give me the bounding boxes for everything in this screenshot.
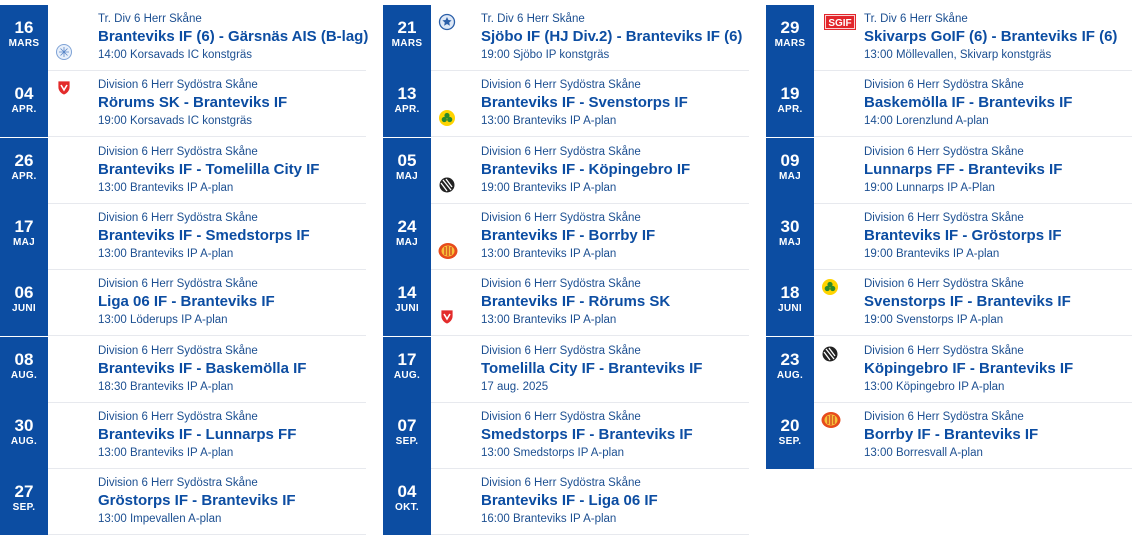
match-month: MAJ bbox=[12, 237, 35, 248]
match-card[interactable] bbox=[766, 270, 1132, 336]
match-league: Division 6 Herr Sydöstra Skåne bbox=[481, 278, 641, 290]
match-month: SEP. bbox=[12, 502, 36, 513]
match-date-box bbox=[383, 71, 431, 137]
match-card[interactable] bbox=[383, 469, 749, 535]
match-date-box bbox=[0, 270, 48, 336]
match-month: JUNI bbox=[12, 303, 36, 314]
match-date-box bbox=[0, 403, 48, 469]
match-date-box bbox=[383, 270, 431, 336]
match-day: 26 bbox=[14, 151, 34, 170]
match-card[interactable] bbox=[383, 204, 749, 270]
match-card[interactable] bbox=[383, 337, 749, 403]
match-info: 16:00 Branteviks IP A-plan bbox=[481, 513, 617, 525]
schedule-column bbox=[383, 0, 749, 540]
match-info: 13:00 Branteviks IP A-plan bbox=[481, 314, 617, 326]
match-month: AUG. bbox=[10, 370, 38, 381]
match-card[interactable] bbox=[766, 337, 1132, 403]
match-info: 13:00 Borresvall A-plan bbox=[864, 447, 983, 459]
match-day: 17 bbox=[397, 350, 417, 369]
match-day: 04 bbox=[397, 482, 417, 501]
match-info: 13:00 Löderups IP A-plan bbox=[98, 314, 228, 326]
match-date-box bbox=[383, 469, 431, 535]
match-league: Tr. Div 6 Herr Skåne bbox=[481, 13, 585, 25]
match-day: 04 bbox=[14, 84, 34, 103]
schedule-column bbox=[766, 0, 1132, 540]
match-month: MAJ bbox=[395, 237, 418, 248]
match-date-box bbox=[0, 5, 48, 71]
match-day: 08 bbox=[14, 350, 34, 369]
match-day: 13 bbox=[397, 84, 417, 103]
schedule-column bbox=[0, 0, 369, 540]
borrby-crest-icon bbox=[438, 242, 458, 260]
match-card[interactable] bbox=[383, 71, 749, 137]
match-day: 14 bbox=[397, 283, 417, 302]
match-day: 24 bbox=[397, 217, 417, 236]
match-month: APR. bbox=[777, 104, 803, 115]
match-league: Division 6 Herr Sydöstra Skåne bbox=[864, 345, 1024, 357]
match-title: Branteviks IF - Lunnarps FF bbox=[98, 426, 297, 443]
match-date-box bbox=[0, 469, 48, 535]
garsnas-crest-icon bbox=[55, 43, 73, 61]
match-league: Division 6 Herr Sydöstra Skåne bbox=[864, 278, 1024, 290]
match-date-box bbox=[766, 138, 814, 204]
match-date-box bbox=[0, 138, 48, 204]
match-card[interactable] bbox=[0, 138, 366, 204]
match-title: Branteviks IF (6) - Gärsnäs AIS (B-lag) bbox=[98, 28, 369, 45]
match-date-box bbox=[766, 337, 814, 403]
match-title: Köpingebro IF - Branteviks IF bbox=[864, 360, 1074, 377]
kopingebro-striped-icon bbox=[438, 176, 456, 194]
match-month: MAJ bbox=[395, 171, 418, 182]
match-info: 13:00 Möllevallen, Skivarp konstgräs bbox=[864, 49, 1052, 61]
match-date-box bbox=[383, 138, 431, 204]
match-card[interactable] bbox=[766, 138, 1132, 204]
kopingebro-striped-icon bbox=[821, 345, 839, 363]
match-card[interactable] bbox=[383, 403, 749, 469]
match-league: Division 6 Herr Sydöstra Skåne bbox=[864, 146, 1024, 158]
match-month: AUG. bbox=[776, 370, 804, 381]
match-month: AUG. bbox=[10, 436, 38, 447]
match-info: 13:00 Smedstorps IP A-plan bbox=[481, 447, 624, 459]
match-league: Division 6 Herr Sydöstra Skåne bbox=[98, 212, 258, 224]
match-day: 19 bbox=[780, 84, 800, 103]
match-league: Division 6 Herr Sydöstra Skåne bbox=[98, 477, 258, 489]
match-day: 29 bbox=[780, 18, 800, 37]
match-title: Tomelilla City IF - Branteviks IF bbox=[481, 360, 703, 377]
match-month: MAJ bbox=[778, 171, 801, 182]
match-card[interactable] bbox=[0, 337, 366, 403]
match-info: 14:00 Lorenzlund A-plan bbox=[864, 115, 989, 127]
match-day: 06 bbox=[14, 283, 34, 302]
match-league: Division 6 Herr Sydöstra Skåne bbox=[481, 411, 641, 423]
match-title: Sjöbo IF (HJ Div.2) - Branteviks IF (6) bbox=[481, 28, 743, 45]
match-month: MARS bbox=[8, 38, 40, 49]
borrby-crest-icon bbox=[821, 411, 841, 429]
match-day: 16 bbox=[14, 18, 34, 37]
match-info: 19:00 Branteviks IP A-plan bbox=[864, 248, 1000, 260]
match-card[interactable] bbox=[766, 403, 1132, 469]
match-month: OKT. bbox=[395, 502, 419, 513]
match-info: 13:00 Köpingebro IP A-plan bbox=[864, 381, 1005, 393]
match-title: Branteviks IF - Tomelilla City IF bbox=[98, 161, 320, 178]
match-title: Branteviks IF - Liga 06 IF bbox=[481, 492, 658, 509]
match-league: Division 6 Herr Sydöstra Skåne bbox=[98, 411, 258, 423]
match-league: Division 6 Herr Sydöstra Skåne bbox=[864, 212, 1024, 224]
match-league: Tr. Div 6 Herr Skåne bbox=[864, 13, 968, 25]
match-title: Skivarps GoIF (6) - Branteviks IF (6) bbox=[864, 28, 1118, 45]
match-month: SEP. bbox=[778, 436, 802, 447]
match-card[interactable] bbox=[766, 204, 1132, 270]
match-date-box bbox=[383, 204, 431, 270]
match-card[interactable] bbox=[0, 469, 366, 535]
match-card[interactable] bbox=[0, 5, 369, 71]
match-title: Branteviks IF - Rörums SK bbox=[481, 293, 671, 310]
match-title: Branteviks IF - Smedstorps IF bbox=[98, 227, 310, 244]
svenstorps-clover-icon bbox=[821, 278, 839, 296]
match-info: 18:30 Branteviks IP A-plan bbox=[98, 381, 234, 393]
match-card[interactable] bbox=[766, 71, 1132, 137]
match-card[interactable] bbox=[383, 5, 749, 71]
match-date-box bbox=[766, 270, 814, 336]
match-day: 20 bbox=[780, 416, 800, 435]
match-card[interactable] bbox=[0, 204, 366, 270]
match-title: Branteviks IF - Gröstorps IF bbox=[864, 227, 1062, 244]
match-day: 09 bbox=[780, 151, 800, 170]
match-month: APR. bbox=[11, 171, 37, 182]
match-league: Division 6 Herr Sydöstra Skåne bbox=[864, 411, 1024, 423]
match-title: Liga 06 IF - Branteviks IF bbox=[98, 293, 275, 310]
rorums-shield-icon bbox=[438, 308, 456, 326]
match-day: 17 bbox=[14, 217, 34, 236]
match-title: Rörums SK - Branteviks IF bbox=[98, 94, 288, 111]
rorums-shield-icon bbox=[55, 79, 73, 97]
match-info: 17 aug. 2025 bbox=[481, 381, 549, 393]
match-title: Branteviks IF - Svenstorps IF bbox=[481, 94, 688, 111]
match-date-box bbox=[0, 204, 48, 270]
match-info: 13:00 Branteviks IP A-plan bbox=[98, 182, 234, 194]
match-card[interactable] bbox=[0, 403, 366, 469]
match-card[interactable] bbox=[383, 138, 749, 204]
match-date-box bbox=[0, 337, 48, 403]
match-info: 19:00 Korsavads IC konstgräs bbox=[98, 115, 253, 127]
match-day: 30 bbox=[780, 217, 800, 236]
match-day: 18 bbox=[780, 283, 800, 302]
match-card[interactable] bbox=[0, 71, 366, 137]
match-info: 14:00 Korsavads IC konstgräs bbox=[98, 49, 253, 61]
match-card[interactable] bbox=[0, 270, 366, 336]
sjobo-star-icon bbox=[438, 13, 456, 31]
match-date-box bbox=[766, 5, 814, 71]
match-date-box bbox=[0, 71, 48, 137]
match-day: 23 bbox=[780, 350, 800, 369]
match-date-box bbox=[766, 71, 814, 137]
match-day: 07 bbox=[397, 416, 417, 435]
match-month: APR. bbox=[11, 104, 37, 115]
svg-text:SGIF: SGIF bbox=[828, 18, 852, 29]
match-league: Division 6 Herr Sydöstra Skåne bbox=[864, 79, 1024, 91]
match-league: Division 6 Herr Sydöstra Skåne bbox=[481, 477, 641, 489]
match-info: 13:00 Branteviks IP A-plan bbox=[98, 248, 234, 260]
match-league: Division 6 Herr Sydöstra Skåne bbox=[481, 345, 641, 357]
match-title: Smedstorps IF - Branteviks IF bbox=[481, 426, 693, 443]
match-league: Division 6 Herr Sydöstra Skåne bbox=[98, 79, 258, 91]
match-month: JUNI bbox=[778, 303, 802, 314]
match-info: 13:00 Branteviks IP A-plan bbox=[481, 115, 617, 127]
match-league: Division 6 Herr Sydöstra Skåne bbox=[481, 79, 641, 91]
match-month: AUG. bbox=[393, 370, 421, 381]
match-date-box bbox=[383, 5, 431, 71]
match-info: 13:00 Branteviks IP A-plan bbox=[481, 248, 617, 260]
match-month: MARS bbox=[391, 38, 423, 49]
match-title: Branteviks IF - Baskemölla IF bbox=[98, 360, 307, 377]
match-title: Baskemölla IF - Branteviks IF bbox=[864, 94, 1073, 111]
match-info: 13:00 Impevallen A-plan bbox=[98, 513, 222, 525]
match-month: SEP. bbox=[395, 436, 419, 447]
match-league: Division 6 Herr Sydöstra Skåne bbox=[98, 345, 258, 357]
match-info: 19:00 Svenstorps IP A-plan bbox=[864, 314, 1004, 326]
match-day: 05 bbox=[397, 151, 417, 170]
match-month: APR. bbox=[394, 104, 420, 115]
match-info: 19:00 Sjöbo IP konstgräs bbox=[481, 49, 610, 61]
match-card[interactable] bbox=[383, 270, 749, 336]
match-title: Gröstorps IF - Branteviks IF bbox=[98, 492, 296, 509]
match-month: MARS bbox=[774, 38, 806, 49]
match-title: Svenstorps IF - Branteviks IF bbox=[864, 293, 1071, 310]
match-league: Division 6 Herr Sydöstra Skåne bbox=[98, 146, 258, 158]
match-month: MAJ bbox=[778, 237, 801, 248]
match-league: Division 6 Herr Sydöstra Skåne bbox=[481, 212, 641, 224]
match-info: 19:00 Lunnarps IP A-Plan bbox=[864, 182, 995, 194]
match-info: 13:00 Branteviks IP A-plan bbox=[98, 447, 234, 459]
match-date-box bbox=[766, 204, 814, 270]
match-day: 21 bbox=[397, 18, 417, 37]
match-date-box bbox=[383, 337, 431, 403]
match-title: Branteviks IF - Borrby IF bbox=[481, 227, 656, 244]
match-month: JUNI bbox=[395, 303, 419, 314]
match-title: Branteviks IF - Köpingebro IF bbox=[481, 161, 691, 178]
match-league: Division 6 Herr Sydöstra Skåne bbox=[481, 146, 641, 158]
match-date-box bbox=[766, 403, 814, 469]
match-day: 27 bbox=[14, 482, 34, 501]
match-card[interactable] bbox=[766, 5, 1132, 71]
svenstorps-clover-icon bbox=[438, 109, 456, 127]
match-title: Lunnarps FF - Branteviks IF bbox=[864, 161, 1063, 178]
match-league: Division 6 Herr Sydöstra Skåne bbox=[98, 278, 258, 290]
match-info: 19:00 Branteviks IP A-plan bbox=[481, 182, 617, 194]
match-date-box bbox=[383, 403, 431, 469]
match-league: Tr. Div 6 Herr Skåne bbox=[98, 13, 202, 25]
match-day: 30 bbox=[14, 416, 34, 435]
sgif-badge-icon bbox=[823, 13, 857, 31]
match-title: Borrby IF - Branteviks IF bbox=[864, 426, 1039, 443]
